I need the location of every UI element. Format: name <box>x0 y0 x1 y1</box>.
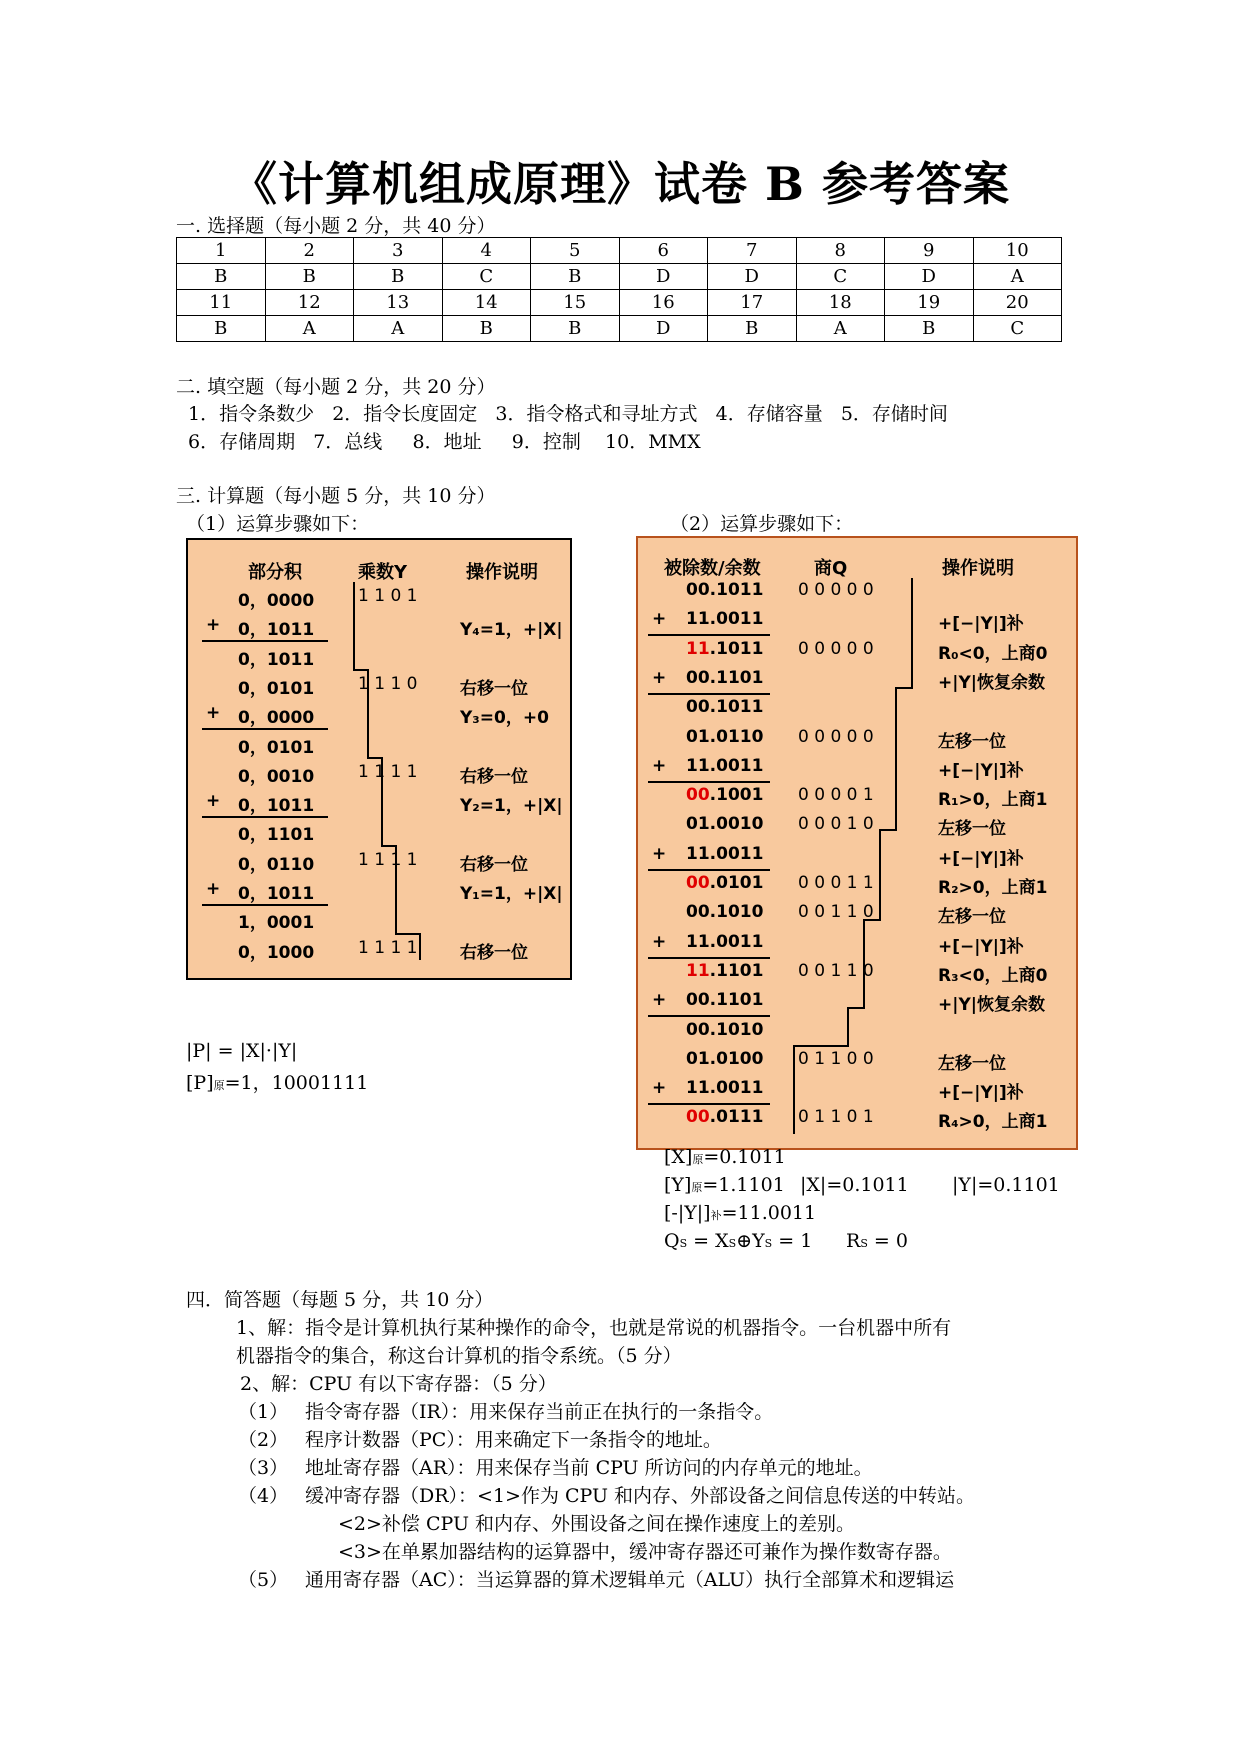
mul-partial-product: 0，0101 <box>238 678 315 699</box>
mul-operation: Y₁=1，+|X| <box>460 884 563 904</box>
div-sign: + <box>652 667 667 688</box>
register-item-text: 指令寄存器（IR）：用来保存当前正在执行的一条指令。 <box>305 1401 774 1423</box>
mul-partial-product: 0，0010 <box>238 766 315 787</box>
div-operation: 左移一位 <box>938 907 1006 928</box>
answer-table-cell: C <box>973 316 1062 342</box>
answer-table-cell: A <box>973 264 1062 290</box>
quotient-shift-staircase <box>638 538 1076 1148</box>
answer-table-cell: D <box>885 264 974 290</box>
section-1-heading: 一. 选择题（每小题 2 分，共 40 分） <box>176 215 496 237</box>
answer-table-answer-row <box>177 316 1062 342</box>
answer-table-cell: 20 <box>973 290 1062 316</box>
multiplier-shift-staircase <box>188 540 570 978</box>
answer-table-cell: 12 <box>265 290 354 316</box>
div-quotient-bits: 0 0 0 1 1 <box>798 873 874 893</box>
product-value: [P]原=1，10001111 <box>186 1072 369 1094</box>
register-item-text: 地址寄存器（AR）：用来保存当前 CPU 所访问的内存单元的地址。 <box>305 1457 873 1479</box>
register-item-number: （1） <box>238 1401 289 1423</box>
division-steps-box <box>636 536 1078 1150</box>
answer-table-cell: B <box>708 316 797 342</box>
x-abs-value: |X|=0.1011 <box>800 1174 909 1196</box>
mul-header-multiplier: 乘数Y <box>358 562 408 583</box>
div-header-remainder: 被除数/余数 <box>664 558 761 579</box>
div-quotient-bits: 0 0 1 1 0 <box>798 902 874 923</box>
answer-table-cell: D <box>619 264 708 290</box>
mul-header-operation: 操作说明 <box>466 562 538 583</box>
answer-table-cell: D <box>619 316 708 342</box>
div-operation: +[−|Y|]补 <box>938 936 1024 957</box>
section-2-heading: 二. 填空题（每小题 2 分，共 20 分） <box>176 376 496 398</box>
dr-point-2: <2>补偿 CPU 和内存、外围设备之间在操作速度上的差别。 <box>338 1513 856 1535</box>
div-sign: + <box>652 609 667 630</box>
div-remainder-digits: 11.0011 <box>686 1078 764 1099</box>
div-operation: R₂>0，上商1 <box>938 878 1048 898</box>
div-operation: +[−|Y|]补 <box>938 848 1024 869</box>
answer-table-cell: B <box>531 264 620 290</box>
multiplication-steps-box <box>186 538 572 980</box>
mul-partial-product: 0，1011 <box>238 620 315 641</box>
div-header-quotient: 商Q <box>814 558 848 579</box>
mul-multiplier-bits: 1 1 1 1 <box>358 937 418 958</box>
mul-operation: 右移一位 <box>460 854 528 875</box>
answer-table-cell: A <box>354 316 443 342</box>
answer-table-cell: B <box>265 264 354 290</box>
div-remainder-digits: 01.0110 <box>686 726 764 747</box>
answer-table-cell: C <box>442 264 531 290</box>
div-operation: R₃<0，上商0 <box>938 965 1048 986</box>
mul-operation: 右移一位 <box>460 678 528 699</box>
answer-table-cell: B <box>442 316 531 342</box>
div-remainder-digits: .1001 <box>709 785 764 806</box>
div-sign: + <box>652 843 667 864</box>
answer-table-cell: 13 <box>354 290 443 316</box>
div-remainder-digits: .1101 <box>709 960 764 981</box>
answer-table-number-row <box>177 238 1062 264</box>
div-remainder-digits: 11.0011 <box>686 609 764 630</box>
mul-sign: + <box>206 879 221 899</box>
answer-table-answer-row <box>177 264 1062 290</box>
mul-partial-product: 0，1000 <box>238 942 315 963</box>
answer-table-cell: 16 <box>619 290 708 316</box>
div-operation: 左移一位 <box>938 731 1006 752</box>
register-item-text: 缓冲寄存器（DR）：<1>作为 CPU 和内存、外部设备之间信息传送的中转站。 <box>305 1485 976 1507</box>
div-remainder-digits: 01.0010 <box>686 814 764 835</box>
section-3-heading: 三. 计算题（每小题 5 分，共 10 分） <box>176 485 496 507</box>
right-caption: （2）运算步骤如下： <box>670 513 854 535</box>
answer-table-cell: 14 <box>442 290 531 316</box>
div-operation: 左移一位 <box>938 1053 1006 1074</box>
div-remainder-digits: .1011 <box>709 638 764 659</box>
div-operation: R₄>0，上商1 <box>938 1112 1048 1133</box>
remainder-sign-formula: RS = 0 <box>846 1230 908 1252</box>
div-operation: +|Y|恢复余数 <box>938 672 1045 693</box>
div-quotient-bits: 0 0 0 0 1 <box>798 785 874 806</box>
mul-multiplier-bits: 1 1 1 1 <box>358 849 418 870</box>
div-remainder-digits: 00.1101 <box>686 990 764 1011</box>
answer-table-cell: A <box>265 316 354 342</box>
y-original-code: [Y]原=1.1101 <box>664 1174 785 1196</box>
answer-table-cell: B <box>531 316 620 342</box>
page-title: 《计算机组成原理》试卷 B 参考答案 <box>231 157 1010 211</box>
mul-sign: + <box>206 615 221 636</box>
product-abs-formula: |P| = |X|·|Y| <box>186 1040 298 1062</box>
answer-1-line-1: 1、解：指令是计算机执行某种操作的命令，也就是常说的机器指令。一台机器中所有 <box>236 1317 952 1339</box>
answer-table-cell: 6 <box>619 238 708 264</box>
answer-table-cell: B <box>177 316 266 342</box>
mul-partial-product: 0，0000 <box>238 591 315 611</box>
mul-sign: + <box>206 703 221 724</box>
div-remainder-digits: 00.1011 <box>686 697 764 718</box>
mul-multiplier-bits: 1 1 1 1 <box>358 761 418 782</box>
div-operation: R₀<0，上商0 <box>938 643 1048 664</box>
div-sign: + <box>652 755 667 776</box>
div-quotient-bits: 0 0 0 1 0 <box>798 814 874 835</box>
mul-partial-product: 0，1011 <box>238 796 315 817</box>
answer-table-cell: 4 <box>442 238 531 264</box>
mul-operation: Y₃=0，+0 <box>460 708 549 729</box>
div-remainder-digits: 11.0011 <box>686 931 764 952</box>
answer-table-cell: 18 <box>796 290 885 316</box>
register-item-number: （3） <box>238 1457 289 1479</box>
div-remainder-digits: .0101 <box>709 873 764 893</box>
div-operation: +[−|Y|]补 <box>938 614 1024 635</box>
register-item-number: （2） <box>238 1429 289 1451</box>
answer-table-cell: 8 <box>796 238 885 264</box>
div-sign: + <box>652 990 667 1011</box>
answer-table-cell: 10 <box>973 238 1062 264</box>
register-item-number: （4） <box>238 1485 289 1507</box>
mul-partial-product: 0，0000 <box>238 708 315 729</box>
mul-partial-product: 1，0001 <box>238 913 315 934</box>
div-remainder-digits: 00.1011 <box>686 580 764 600</box>
div-operation: +|Y|恢复余数 <box>938 995 1045 1016</box>
mul-header-partial-product: 部分积 <box>248 562 302 583</box>
div-remainder-sign-bits: 00 <box>686 873 710 893</box>
answer-table-cell: B <box>354 264 443 290</box>
answer-table-cell: 9 <box>885 238 974 264</box>
div-header-operation: 操作说明 <box>942 558 1014 579</box>
div-remainder-digits: .0111 <box>709 1107 764 1128</box>
answer-table-cell: 11 <box>177 290 266 316</box>
register-item-5-number: （5） <box>238 1569 289 1591</box>
fill-answers-line-2: 6．存储周期 7．总线 8．地址 9．控制 10．MMX <box>188 431 701 453</box>
mul-partial-product: 0，1101 <box>238 825 315 846</box>
mul-partial-product: 0，1011 <box>238 884 315 904</box>
div-quotient-bits: 0 0 0 0 0 <box>798 580 874 600</box>
div-operation: R₁>0，上商1 <box>938 790 1048 811</box>
div-sign: + <box>652 1078 667 1099</box>
div-operation: +[−|Y|]补 <box>938 760 1024 781</box>
div-quotient-bits: 0 1 1 0 1 <box>798 1107 874 1128</box>
answer-table-cell: 19 <box>885 290 974 316</box>
mul-partial-product: 0，0110 <box>238 854 315 875</box>
div-remainder-sign-bits: 11 <box>686 960 710 981</box>
answer-table-number-row <box>177 290 1062 316</box>
answer-table-cell: B <box>885 316 974 342</box>
div-operation: +[−|Y|]补 <box>938 1083 1024 1104</box>
answer-table <box>176 237 1062 342</box>
left-caption: （1）运算步骤如下： <box>186 513 370 535</box>
answer-table-cell: 7 <box>708 238 797 264</box>
answer-table-cell: D <box>708 264 797 290</box>
answer-table-cell: 2 <box>265 238 354 264</box>
neg-y-complement: [-|Y|]补=11.0011 <box>664 1202 817 1224</box>
x-original-code: [X]原=0.1011 <box>664 1146 786 1168</box>
quotient-sign-formula: QS = XS⊕YS = 1 <box>664 1230 813 1252</box>
register-item-5-text: 通用寄存器（AC）：当运算器的算术逻辑单元（ALU）执行全部算术和逻辑运 <box>305 1569 955 1591</box>
answer-table-cell: 15 <box>531 290 620 316</box>
section-4-heading: 四．简答题（每题 5 分，共 10 分） <box>186 1289 494 1311</box>
answer-table-cell: A <box>796 316 885 342</box>
dr-point-3: <3>在单累加器结构的运算器中，缓冲寄存器还可兼作为操作数寄存器。 <box>338 1541 952 1563</box>
register-item-text: 程序计数器（PC）：用来确定下一条指令的地址。 <box>305 1429 722 1451</box>
div-remainder-digits: 00.1010 <box>686 1019 764 1040</box>
answer-table-cell: B <box>177 264 266 290</box>
mul-multiplier-bits: 1 1 0 1 <box>358 586 418 606</box>
div-operation: 左移一位 <box>938 819 1006 840</box>
answer-2-intro: 2、解：CPU 有以下寄存器：（5 分） <box>240 1373 557 1395</box>
div-sign: + <box>652 931 667 952</box>
div-quotient-bits: 0 0 0 0 0 <box>798 726 874 747</box>
mul-multiplier-bits: 1 1 1 0 <box>358 673 418 694</box>
div-remainder-digits: 00.1010 <box>686 902 764 923</box>
div-remainder-digits: 01.0100 <box>686 1048 764 1069</box>
mul-partial-product: 0，0101 <box>238 737 315 758</box>
mul-operation: Y₂=1，+|X| <box>460 796 563 817</box>
mul-operation: 右移一位 <box>460 942 528 963</box>
div-remainder-digits: 11.0011 <box>686 755 764 776</box>
div-remainder-sign-bits: 11 <box>686 638 710 659</box>
div-remainder-sign-bits: 00 <box>686 1107 710 1128</box>
answer-table-cell: 17 <box>708 290 797 316</box>
y-abs-value: |Y|=0.1101 <box>952 1174 1060 1196</box>
answer-1-line-2: 机器指令的集合，称这台计算机的指令系统。（5 分） <box>236 1345 682 1367</box>
answer-table-cell: 5 <box>531 238 620 264</box>
div-quotient-bits: 0 1 1 0 0 <box>798 1048 874 1069</box>
div-remainder-digits: 11.0011 <box>686 843 764 864</box>
mul-operation: 右移一位 <box>460 766 528 787</box>
div-quotient-bits: 0 0 1 1 0 <box>798 960 874 981</box>
answer-table-cell: 1 <box>177 238 266 264</box>
div-remainder-digits: 00.1101 <box>686 667 764 688</box>
answer-table-cell: 3 <box>354 238 443 264</box>
mul-partial-product: 0，1011 <box>238 649 315 670</box>
div-quotient-bits: 0 0 0 0 0 <box>798 638 874 659</box>
fill-answers-line-1: 1．指令条数少 2．指令长度固定 3．指令格式和寻址方式 4．存储容量 5．存储时间 <box>188 403 948 425</box>
mul-sign: + <box>206 791 221 812</box>
mul-operation: Y₄=1，+|X| <box>460 620 563 641</box>
answer-table-cell: C <box>796 264 885 290</box>
div-remainder-sign-bits: 00 <box>686 785 710 806</box>
